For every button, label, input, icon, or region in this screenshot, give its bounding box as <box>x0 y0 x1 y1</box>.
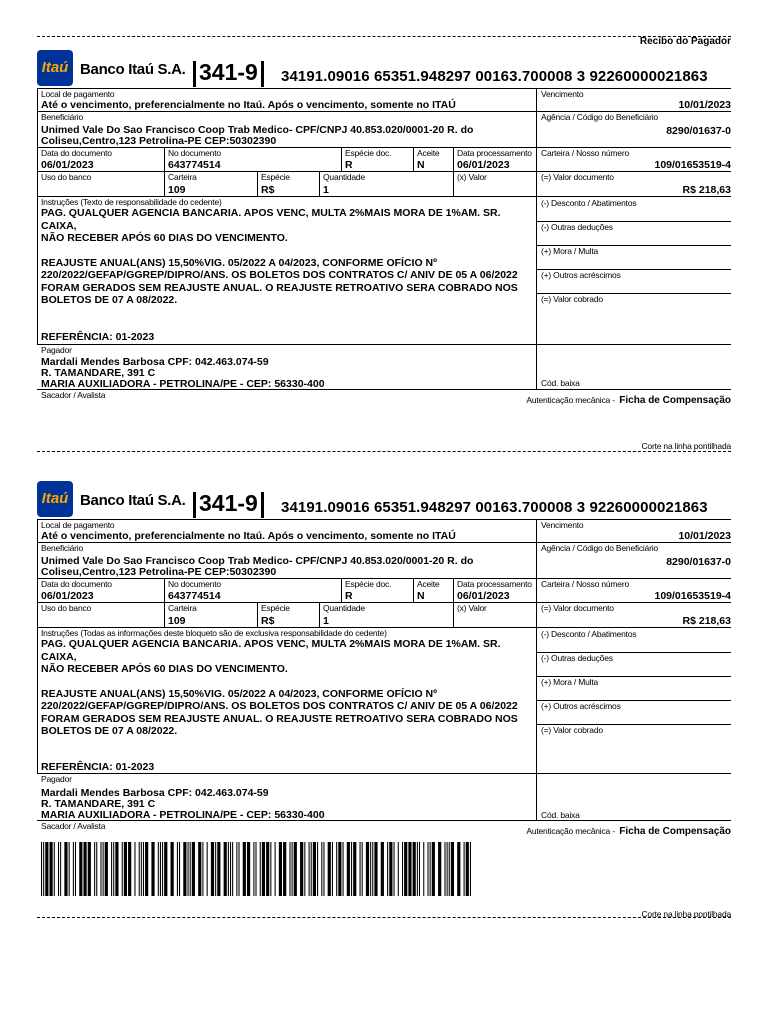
itau-logo: Itaú <box>37 481 73 517</box>
barcode-bar <box>417 842 418 896</box>
barcode-bar <box>398 842 399 896</box>
instrucoes: PAG. QUALQUER AGENCIA BANCARIA. APOS VENC, MULTA 2%MAIS MORA DE 1%AM. SR. CAIXA, NÃO RECEBER APÓS 60 DIAS DO VENCIMENTO. REAJUSTE ANUAL(ANS) 15,50%VIG. 05/2022 A 04/2023, CONFORME OFÍCIO Nº 220/2022/GEFAP/GGREP/DIPRO/ANS. OS BOLETOS DOS CONTRATOS C/ ANIV DE 05 A 06/2022 FORAM GERADOS SEM REAJUSTE ANUAL. O REAJUSTE RETROATIVO SERA COBRADO NOS BOLETOS DE 07 A 08/2022. <box>41 638 518 737</box>
barcode-bar <box>260 842 261 896</box>
barcode-bar <box>381 842 384 896</box>
divider <box>261 61 264 87</box>
barcode-bar <box>313 842 316 896</box>
bank-code: 341-9 <box>199 490 258 516</box>
barcode-bar <box>164 842 167 896</box>
agencia: 8290/01637-0 <box>666 556 731 568</box>
barcode-bar <box>279 842 282 896</box>
barcode-bar <box>311 842 312 896</box>
divider <box>193 61 196 87</box>
barcode-bar <box>447 842 448 896</box>
referencia: REFERÊNCIA: 01-2023 <box>41 761 155 773</box>
barcode-bar <box>139 842 140 896</box>
barcode-bar <box>374 842 377 896</box>
barcode-bar <box>393 842 394 896</box>
local-pagamento: Até o vencimento, preferencialmente no Itaú. Após o vencimento, somente no ITAÚ <box>41 530 456 542</box>
barcode-bar <box>94 842 95 896</box>
barcode-bar <box>338 842 341 896</box>
pagador: Mardali Mendes Barbosa CPF: 042.463.074-59 <box>41 787 269 799</box>
divider <box>261 492 264 518</box>
barcode-bar <box>151 842 154 896</box>
boleto-form-2: Local de pagamento Até o vencimento, preferencialmente no Itaú. Após o vencimento, somente no ITAÚ Vencimento 10/01/2023 Beneficiário Unimed Vale Do Sao Francisco Coop Trab Medico- CPF/CNPJ 40.853.020/0001-20 R. do Coliseu,Centro,123 Petrolina-PE CEP:50302390 Agência / Código do Beneficiário 8290/01637-0 Data do documento 06/01/2023 No documento 643774514 Espécie doc. R Aceite N Data processamento 06/01/2023 Carteira / Nosso número 109/01653519-4 Uso do banco Carteira 109 Espécie R$ Quantidade 1 (x) Valor (=) Valor documento R$ 218,63 Instruções (Todas as informações deste bloqueto são de exclusiva responsabilidade do cedente) PAG. QUALQUER AGENCIA BANCARIA. APOS VENC, MULTA 2%MAIS MORA DE 1%AM. SR. CAIXA, NÃO RECEBER APÓS 60 DIAS DO VENCIMENTO. REAJUSTE ANUAL(ANS) 15,50%VIG. 05/2022 A 04/2023, CONFORME OFÍCIO Nº 220/2022/GEFAP/GGREP/DIPRO/ANS. OS BOLETOS DOS CONTRATOS C/ ANIV DE 05 A 06/2022 FORAM GERADOS SEM REAJUSTE ANUAL. O REAJUSTE RETROATIVO SERA COBRADO NOS BOLETOS DE 07 A 08/2022. REFERÊNCIA: 01-2023 (-) Desconto / Abatimentos (-) Outras deduções (+) Mora / Multa (+) Outros acréscimos (=) Valor cobrado Pagador Mardali Mendes Barbosa CPF: 042.463.074-59 R. TAMANDARE, 391 C MARIA AUXILIADORA - PETROLINA/PE - CEP: 56330-400 Cód. baixa Sacador / Avalista Autenticação mecânica - Ficha de Compensação <box>37 519 731 832</box>
barcode-bar <box>124 842 127 896</box>
receipt-title: Recibo do Pagador <box>639 36 731 47</box>
corte-label: Corte na linha pontilhada <box>641 909 731 919</box>
barcode-bar <box>143 842 144 896</box>
barcode-bar <box>323 842 324 896</box>
barcode-bar <box>247 842 250 896</box>
bank-name: Banco Itaú S.A. <box>80 492 186 509</box>
barcode-bar <box>408 842 411 896</box>
barcode-bar <box>255 842 256 896</box>
especie-doc: R <box>345 159 353 171</box>
barcode-bar <box>41 842 42 896</box>
barcode-bar <box>366 842 369 896</box>
barcode-bar <box>430 842 431 896</box>
barcode-bar <box>128 842 131 896</box>
carteira: 109 <box>168 615 186 627</box>
divider <box>193 492 196 518</box>
referencia: REFERÊNCIA: 01-2023 <box>41 331 155 343</box>
barcode-bar <box>145 842 148 896</box>
barcode-bar <box>79 842 82 896</box>
agencia: 8290/01637-0 <box>666 125 731 137</box>
barcode-bar <box>438 842 441 896</box>
barcode-bar <box>353 842 356 896</box>
barcode-bar <box>343 842 344 896</box>
quantidade: 1 <box>323 615 329 627</box>
barcode-bar <box>192 842 195 896</box>
cut-line-bottom <box>37 917 731 918</box>
barcode-bar <box>360 842 361 896</box>
barcode-bar <box>45 842 48 896</box>
barcode-bar <box>75 842 76 896</box>
barcode-bar <box>464 842 465 896</box>
bank-code: 341-9 <box>199 59 258 85</box>
barcode-bar <box>96 842 97 896</box>
especie: R$ <box>261 615 275 627</box>
barcode-bar <box>188 842 189 896</box>
beneficiario: Unimed Vale Do Sao Francisco Coop Trab Medico- CPF/CNPJ 40.853.020/0001-20 R. do <box>41 555 474 567</box>
especie: R$ <box>261 184 275 196</box>
no-documento: 643774514 <box>168 159 221 171</box>
barcode-bar <box>60 842 61 896</box>
barcode-bar <box>309 842 310 896</box>
data-processamento: 06/01/2023 <box>457 590 510 602</box>
barcode-bar <box>451 842 454 896</box>
barcode-bar <box>43 842 44 896</box>
barcode-bar <box>215 842 216 896</box>
barcode-bar <box>83 842 86 896</box>
bank-name: Banco Itaú S.A. <box>80 61 186 78</box>
valor-documento: R$ 218,63 <box>682 615 731 627</box>
barcode-bar <box>171 842 174 896</box>
barcode-bar <box>466 842 469 896</box>
barcode-bar <box>224 842 227 896</box>
data-documento: 06/01/2023 <box>41 159 94 171</box>
valor-documento: R$ 218,63 <box>682 184 731 196</box>
barcode-bar <box>449 842 450 896</box>
barcode-bar <box>207 842 208 896</box>
barcode-bar <box>236 842 237 896</box>
barcode-bar <box>300 842 303 896</box>
barcode-bar <box>198 842 201 896</box>
barcode-bar <box>372 842 373 896</box>
barcode-bar <box>362 842 363 896</box>
no-documento: 643774514 <box>168 590 221 602</box>
barcode-bar <box>402 842 403 896</box>
barcode-bar <box>134 842 135 896</box>
barcode-bar <box>321 842 322 896</box>
barcode-bar <box>419 842 420 896</box>
barcode-bar <box>49 842 52 896</box>
barcode-bar <box>122 842 123 896</box>
barcode-bar <box>253 842 254 896</box>
barcode-bar <box>427 842 428 896</box>
cut-line <box>37 451 731 452</box>
barcode-bar <box>336 842 337 896</box>
barcode <box>41 842 471 896</box>
itau-logo: Itaú <box>37 50 73 86</box>
barcode-bar <box>103 842 104 896</box>
barcode-bar <box>370 842 371 896</box>
barcode-bar <box>111 842 112 896</box>
barcode-bar <box>113 842 114 896</box>
barcode-bar <box>444 842 445 896</box>
instrucoes: PAG. QUALQUER AGENCIA BANCARIA. APOS VENC, MULTA 2%MAIS MORA DE 1%AM. SR. CAIXA, NÃO RECEBER APÓS 60 DIAS DO VENCIMENTO. REAJUSTE ANUAL(ANS) 15,50%VIG. 05/2022 A 04/2023, CONFORME OFÍCIO Nº 220/2022/GEFAP/GGREP/DIPRO/ANS. OS BOLETOS DOS CONTRATOS C/ ANIV DE 05 A 06/2022 FORAM GERADOS SEM REAJUSTE ANUAL. O REAJUSTE RETROATIVO SERA COBRADO NOS BOLETOS DE 07 A 08/2022. <box>41 207 518 306</box>
barcode-bar <box>160 842 161 896</box>
pagador: Mardali Mendes Barbosa CPF: 042.463.074-59 <box>41 356 269 368</box>
vencimento: 10/01/2023 <box>678 99 731 111</box>
barcode-bar <box>266 842 269 896</box>
digitable-line: 34191.09016 65351.948297 00163.700008 3 92260000021863 <box>281 499 708 516</box>
quantidade: 1 <box>323 184 329 196</box>
barcode-bar <box>88 842 91 896</box>
nosso-numero: 109/01653519-4 <box>654 159 731 171</box>
barcode-bar <box>69 842 70 896</box>
autenticacao: Autenticação mecânica - Ficha de Compensação <box>526 826 731 837</box>
vencimento: 10/01/2023 <box>678 530 731 542</box>
boleto-form-1: Local de pagamento Até o vencimento, preferencialmente no Itaú. Após o vencimento, somente no ITAÚ Vencimento 10/01/2023 Beneficiário Unimed Vale Do Sao Francisco Coop Trab Medico- CPF/CNPJ 40.853.020/0001-20 R. do Coliseu,Centro,123 Petrolina-PE CEP:50302390 Agência / Código do Beneficiário 8290/01637-0 Data do documento 06/01/2023 No documento 643774514 Espécie doc. R Aceite N Data processamento 06/01/2023 Carteira / Nosso número 109/01653519-4 Uso do banco Carteira 109 Espécie R$ Quantidade 1 (x) Valor (=) Valor documento R$ 218,63 Instruções (Texto de responsabilidade do cedente) PAG. QUALQUER AGENCIA BANCARIA. APOS VENC, MULTA 2%MAIS MORA DE 1%AM. SR. CAIXA, NÃO RECEBER APÓS 60 DIAS DO VENCIMENTO. REAJUSTE ANUAL(ANS) 15,50%VIG. 05/2022 A 04/2023, CONFORME OFÍCIO Nº 220/2022/GEFAP/GGREP/DIPRO/ANS. OS BOLETOS DOS CONTRATOS C/ ANIV DE 05 A 06/2022 FORAM GERADOS SEM REAJUSTE ANUAL. O REAJUSTE RETROATIVO SERA COBRADO NOS BOLETOS DE 07 A 08/2022. REFERÊNCIA: 01-2023 (-) Desconto / Abatimentos (-) Outras deduções (+) Mora / Multa (+) Outros acréscimos (=) Valor cobrado Pagador Mardali Mendes Barbosa CPF: 042.463.074-59 R. TAMANDARE, 391 C MARIA AUXILIADORA - PETROLINA/PE - CEP: 56330-400 Cód. baixa Sacador / Avalista Autenticação mecânica - Ficha de Compensação <box>37 88 731 401</box>
barcode-bar <box>332 842 333 896</box>
barcode-bar <box>141 842 142 896</box>
barcode-bar <box>73 842 74 896</box>
barcode-bar <box>190 842 191 896</box>
barcode-bar <box>270 842 271 896</box>
nosso-numero: 109/01653519-4 <box>654 590 731 602</box>
barcode-bar <box>228 842 229 896</box>
barcode-bar <box>158 842 159 896</box>
barcode-bar <box>58 842 59 896</box>
barcode-bar <box>162 842 163 896</box>
barcode-bar <box>202 842 203 896</box>
barcode-bar <box>389 842 392 896</box>
digitable-line: 34191.09016 65351.948297 00163.700008 3 92260000021863 <box>281 68 708 85</box>
corte-label: Corte na linha pontilhada <box>641 441 731 451</box>
barcode-bar <box>211 842 214 896</box>
barcode-bar <box>115 842 118 896</box>
barcode-bar <box>54 842 55 896</box>
data-documento: 06/01/2023 <box>41 590 94 602</box>
especie-doc: R <box>345 590 353 602</box>
barcode-bar <box>238 842 239 896</box>
barcode-bar <box>347 842 350 896</box>
aceite: N <box>417 590 425 602</box>
carteira: 109 <box>168 184 186 196</box>
barcode-bar <box>262 842 265 896</box>
barcode-bar <box>179 842 180 896</box>
aceite: N <box>417 159 425 171</box>
barcode-bar <box>183 842 186 896</box>
barcode-bar <box>328 842 331 896</box>
barcode-bar <box>432 842 435 896</box>
barcode-bar <box>283 842 286 896</box>
barcode-bar <box>289 842 290 896</box>
barcode-bar <box>387 842 388 896</box>
data-processamento: 06/01/2023 <box>457 159 510 171</box>
barcode-bar <box>64 842 67 896</box>
cut-line-top <box>37 36 731 37</box>
beneficiario: Unimed Vale Do Sao Francisco Coop Trab Medico- CPF/CNPJ 40.853.020/0001-20 R. do <box>41 124 474 136</box>
barcode-bar <box>275 842 276 896</box>
autenticacao: Autenticação mecânica - Ficha de Compensação <box>526 395 731 406</box>
barcode-bar <box>470 842 471 896</box>
barcode-bar <box>404 842 407 896</box>
barcode-bar <box>317 842 318 896</box>
barcode-bar <box>217 842 220 896</box>
barcode-bar <box>294 842 297 896</box>
barcode-bar <box>457 842 460 896</box>
barcode-bar <box>304 842 305 896</box>
barcode-bar <box>100 842 101 896</box>
barcode-bar <box>177 842 178 896</box>
barcode-bar <box>230 842 231 896</box>
barcode-bar <box>243 842 246 896</box>
barcode-bar <box>105 842 108 896</box>
local-pagamento: Até o vencimento, preferencialmente no Itaú. Após o vencimento, somente no ITAÚ <box>41 99 456 111</box>
barcode-bar <box>413 842 416 896</box>
barcode-bar <box>351 842 352 896</box>
barcode-bar <box>232 842 233 896</box>
barcode-bar <box>292 842 293 896</box>
barcode-bar <box>423 842 424 896</box>
